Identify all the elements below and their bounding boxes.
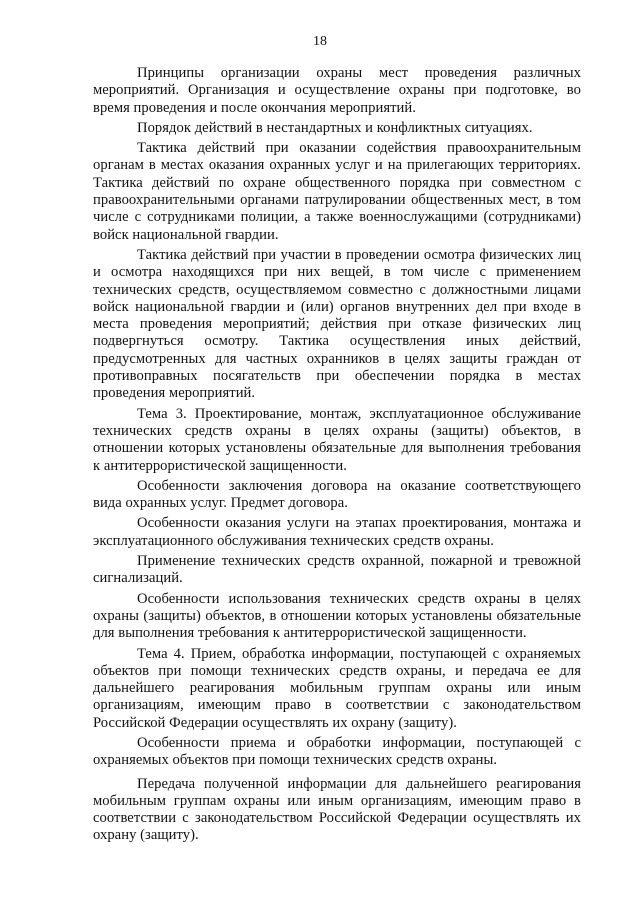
section-heading-paragraph: Тема 3. Проектирование, монтаж, эксплуатационное обслуживание технических средств охраны в целях охраны (защиты) объектов, в отношении которых установлены обязательные для выполнения требования к антитеррористической защищенности. [93,405,581,474]
page-number: 18 [313,34,327,49]
paragraph: Передача полученной информации для дальнейшего реагирования мобильным группам охраны или иным организациям, имеющим право в соответствии с законодательством Российской Федерации осуществлять их охрану (защиту). [93,775,581,844]
paragraph: Тактика действий при участии в проведении осмотра физических лиц и осмотра находящихся при них вещей, в том числе с применением технических средств, осуществляемом совместно с должностными лицами войск национальной гвардии и (или) органов внутренних дел при входе в места проведения мероприятий; действия при отказе физических лиц подвергнуться осмотру. Тактика осуществления иных действий, предусмотренных для частных охранников в целях защиты граждан от противоправных посягательств при обеспечении порядка в местах проведения мероприятий. [93,246,581,402]
section-heading-paragraph: Тема 4. Прием, обработка информации, поступающей с охраняемых объектов при помощи технических средств охраны, и передача ее для дальнейшего реагирования мобильным группам охраны или иным организациям, имеющим право в соответствии с законодательством Российской Федерации осуществлять их охрану (защиту). [93,645,581,731]
document-body [93,65,581,848]
paragraph: Порядок действий в нестандартных и конфликтных ситуациях. [137,119,533,136]
paragraph: Применение технических средств охранной, пожарной и тревожной сигнализаций. [93,553,581,587]
paragraph: Особенности оказания услуги на этапах проектирования, монтажа и эксплуатационного обслуживания технических средств охраны. [93,515,581,549]
paragraph: Тактика действий при оказании содействия правоохранительным органам в местах оказания охранных услуг и на прилегающих территориях. Тактика действий по охране общественного порядка при совместном с правоохранительными органами патрулировании общественных мест, в том числе с сотрудниками полиции, а также военнослужащими (сотрудниками) войск национальной гвардии. [93,140,581,243]
paragraph: Особенности использования технических средств охраны в целях охраны (защиты) объектов, в отношении которых установлены обязательные для выполнения требования к антитеррористической защищенности. [93,590,581,642]
paragraph: Особенности приема и обработки информации, поступающей с охраняемых объектов при помощи технических средств охраны. [93,734,581,769]
paragraph: Особенности заключения договора на оказание соответствующего вида охранных услуг. Предмет договора. [93,477,581,512]
paragraph: Принципы организации охраны мест проведения различных мероприятий. Организация и осуществление охраны при подготовке, во время проведения и после окончания мероприятий. [93,65,581,116]
